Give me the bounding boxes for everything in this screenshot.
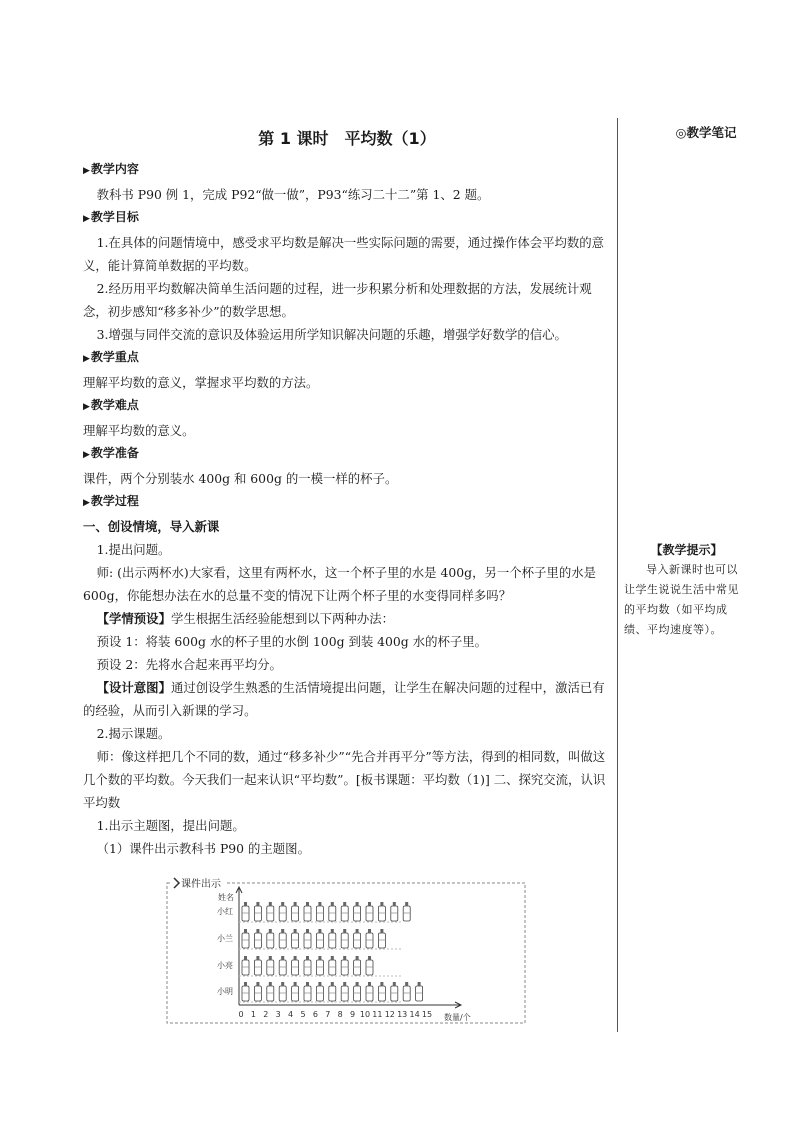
triangle-icon: ▶ xyxy=(83,402,90,412)
triangle-icon: ▶ xyxy=(83,450,90,460)
part-heading: 一、创设情境，导入新课 xyxy=(83,519,220,534)
triangle-icon: ▶ xyxy=(83,354,90,364)
x-tick-label: 3 xyxy=(275,1010,281,1019)
goal-3: 3.增强与同伴交流的意识及体验运用所学知识解决问题的乐趣，增强学好数学的信心。 xyxy=(96,327,567,342)
category-label: 小明 xyxy=(217,987,233,996)
triangle-icon: ▶ xyxy=(83,166,90,176)
section-heading: ▶教学难点 xyxy=(83,398,139,412)
bottle-icon xyxy=(292,902,299,921)
bottle-icon xyxy=(279,929,286,948)
bottle-icon xyxy=(267,929,274,948)
x-tick-label: 12 xyxy=(384,1010,395,1019)
paragraph: 师：像这样把几个不同的数，通过“移多补少”“先合并再平分”等方法，得到的相同数，叫做这几个数的平均数。今天我们一起来认识“平均数”。[板书课题：平均数（1)] 二、探究交流，认识平均数 xyxy=(83,749,606,810)
bottle-icon xyxy=(354,982,361,1001)
bottle-icon xyxy=(341,982,348,1001)
bottle-icon xyxy=(329,982,336,1001)
bottle-icon xyxy=(292,929,299,948)
paragraph: 预设 1：将装 600g 水的杯子里的水倒 100g 到装 400g 水的杯子里。 xyxy=(96,634,488,649)
bottle-icon xyxy=(316,956,323,975)
bottle-icon xyxy=(242,929,249,948)
bottle-icon xyxy=(366,982,373,1001)
x-tick-label: 1 xyxy=(250,1010,256,1019)
bottle-icon xyxy=(378,982,385,1001)
content-text: 教科书 P90 例 1，完成 P92“做一做”，P93“练习二十二”第 1、2 题。 xyxy=(96,187,490,202)
triangle-icon: ▶ xyxy=(83,498,90,508)
bottle-icon xyxy=(378,929,385,948)
teaching-notes-title: ◎教学笔记 xyxy=(675,125,737,140)
bottle-icon xyxy=(366,956,373,975)
tips-title: 【教学提示】 xyxy=(650,543,723,557)
bottle-icon xyxy=(366,929,373,948)
bottle-icon xyxy=(254,956,261,975)
x-tick-label: 5 xyxy=(300,1010,306,1019)
x-tick-label: 14 xyxy=(409,1010,420,1019)
label: 【学情预设】 xyxy=(96,611,171,626)
page-title: 第 1 课时 平均数（1） xyxy=(258,129,436,148)
goal-2: 2.经历用平均数解决简单生活问题的过程，进一步积累分析和处理数据的方法，发展统计观念，初步感知“移多补少”的数学思想。 xyxy=(83,281,592,319)
y-axis-title: 姓名 xyxy=(218,893,234,902)
paragraph: 【学情预设】学生根据生活经验能想到以下两种办法： xyxy=(96,611,394,626)
category-label: 小兰 xyxy=(217,934,233,943)
paragraph: 1.提出问题。 xyxy=(96,542,171,557)
paragraph: 【设计意图】通过创设学生熟悉的生活情境提出问题，让学生在解决问题的过程中，激活已有的经验，从而引入新课的学习。 xyxy=(83,680,605,718)
bottle-icon xyxy=(279,982,286,1001)
category-label: 小亮 xyxy=(217,961,233,970)
x-tick-label: 7 xyxy=(325,1010,331,1019)
bottle-icon xyxy=(329,956,336,975)
category-label: 小红 xyxy=(217,907,233,916)
bottle-icon xyxy=(279,956,286,975)
tips-text: 导入新课时也可以让学生说说生活中常见的平均数（如平均成绩、平均速度等）。 xyxy=(624,563,739,636)
paragraph: 预设 2：先将水合起来再平均分。 xyxy=(96,657,282,672)
bottle-icon xyxy=(391,902,398,921)
bottle-icon xyxy=(316,982,323,1001)
key-text: 理解平均数的意义，掌握求平均数的方法。 xyxy=(83,375,319,390)
paragraph: 师: (出示两杯水)大家看，这里有两杯水，这一个杯子里的水是 400g，另一个杯子里的水是 600g，你能想办法在水的总量不变的情况下让两个杯子里的水变得同样多吗？ xyxy=(83,565,596,603)
margin-divider xyxy=(617,118,618,1032)
bottle-icon xyxy=(316,902,323,921)
bottle-icon xyxy=(304,956,311,975)
bottle-icon xyxy=(304,902,311,921)
bottle-icon xyxy=(354,902,361,921)
section-heading: ▶教学目标 xyxy=(83,210,139,224)
bottle-icon xyxy=(242,956,249,975)
bottle-icon xyxy=(403,982,410,1001)
x-axis-title: 数量/个 xyxy=(444,1013,471,1022)
bottle-icon xyxy=(366,902,373,921)
bottle-icon xyxy=(341,956,348,975)
x-tick-label: 10 xyxy=(359,1010,371,1019)
bottle-icon xyxy=(329,929,336,948)
teaching-tips xyxy=(624,540,749,640)
paragraph: 1.出示主题图，提出问题。 xyxy=(96,818,245,833)
x-tick-label: 8 xyxy=(337,1010,343,1019)
bottle-icon xyxy=(403,902,410,921)
bottle-icon xyxy=(242,982,249,1001)
bottle-icon xyxy=(267,902,274,921)
section-heading: ▶教学重点 xyxy=(83,350,139,364)
bottle-icon xyxy=(254,929,261,948)
bottle-icon xyxy=(341,929,348,948)
x-tick-label: 11 xyxy=(372,1010,383,1019)
x-tick-label: 0 xyxy=(238,1010,244,1019)
x-tick-label: 4 xyxy=(288,1010,294,1019)
paragraph: （1）课件出示教科书 P90 的主题图。 xyxy=(96,841,310,856)
section-heading: ▶教学内容 xyxy=(83,162,139,176)
bottle-icon xyxy=(329,902,336,921)
bottle-icon xyxy=(354,956,361,975)
x-tick-label: 13 xyxy=(397,1010,408,1019)
figure-tag: 课件出示 xyxy=(181,879,221,890)
prep-text: 课件，两个分别装水 400g 和 600g 的一模一样的杯子。 xyxy=(83,471,398,486)
bottle-icon xyxy=(316,929,323,948)
bottle-icon xyxy=(267,982,274,1001)
goal-1: 1.在具体的问题情境中，感受求平均数是解决一些实际问题的需要，通过操作体会平均数的意义，能计算简单数据的平均数。 xyxy=(83,235,605,273)
section-heading: ▶教学准备 xyxy=(83,446,139,460)
x-tick-label: 15 xyxy=(421,1010,433,1019)
difficulty-text: 理解平均数的意义。 xyxy=(83,423,195,438)
bottle-icon xyxy=(304,982,311,1001)
bottle-icon xyxy=(292,982,299,1001)
bottle-icon xyxy=(304,929,311,948)
bottle-icon xyxy=(378,902,385,921)
bottle-icon xyxy=(254,982,261,1001)
x-tick-label: 9 xyxy=(350,1010,356,1019)
bottle-icon xyxy=(341,902,348,921)
triangle-icon: ▶ xyxy=(83,214,90,224)
x-tick-label: 2 xyxy=(263,1010,269,1019)
bottle-icon xyxy=(242,902,249,921)
paragraph: 2.揭示课题。 xyxy=(96,726,171,741)
label: 【设计意图】 xyxy=(96,680,171,695)
x-tick-label: 6 xyxy=(312,1010,318,1019)
bottle-icon xyxy=(267,956,274,975)
lesson-plan xyxy=(83,128,611,860)
bottle-icon xyxy=(292,956,299,975)
bottle-icon xyxy=(416,982,423,1001)
bottle-icon xyxy=(354,929,361,948)
bottle-icon xyxy=(391,982,398,1001)
bottle-icon xyxy=(254,902,261,921)
section-heading: ▶教学过程 xyxy=(83,494,139,508)
pictograph-figure xyxy=(166,875,528,1025)
bottle-icon xyxy=(279,902,286,921)
